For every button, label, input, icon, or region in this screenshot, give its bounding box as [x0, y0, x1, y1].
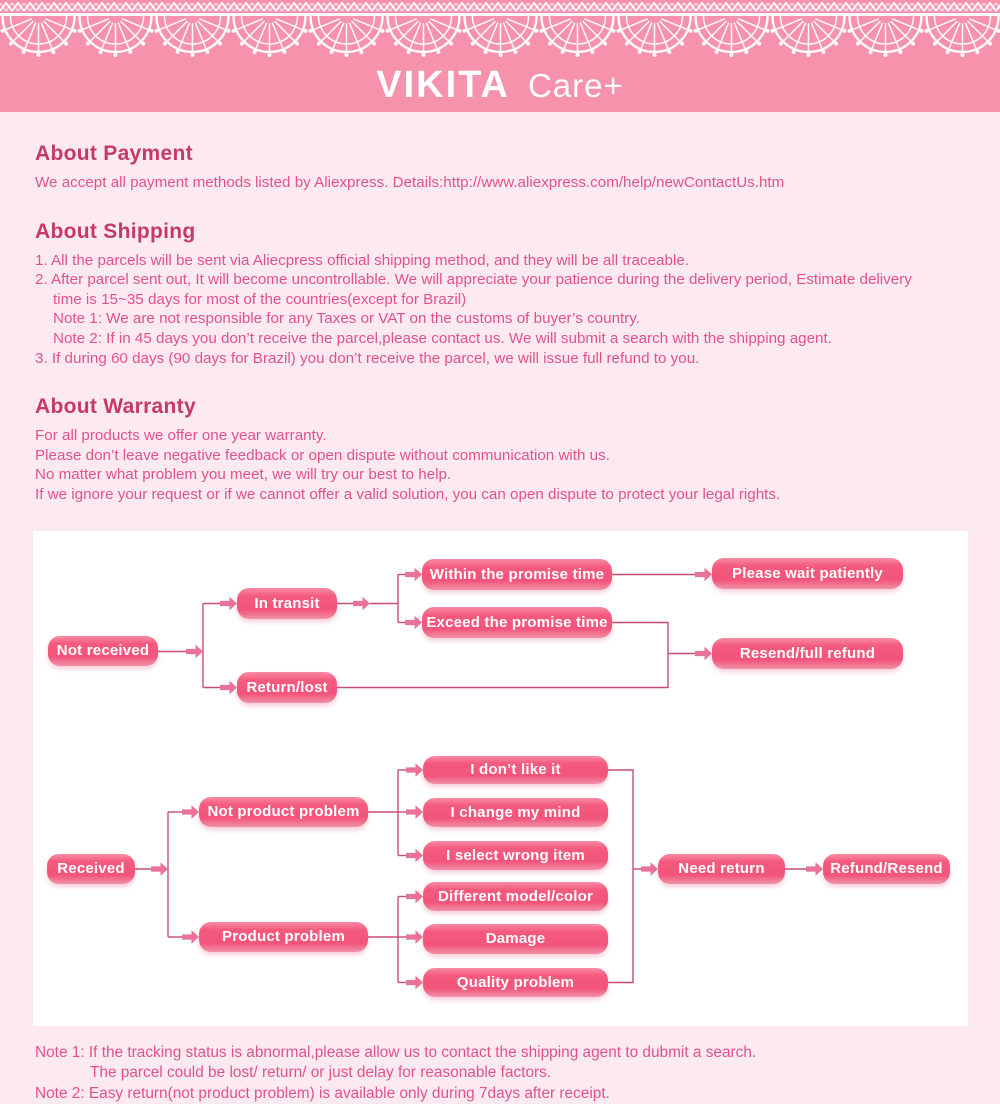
brand-name: VIKITA [376, 64, 510, 106]
warranty-section-title: About Warranty [35, 395, 196, 419]
brand-suffix: Care+ [527, 66, 624, 104]
flow-node-return-lost: Return/lost [237, 672, 337, 703]
warranty-line: For all products we offer one year warranty. [35, 427, 327, 445]
info-sections [0, 112, 1000, 505]
footer-note-2: Note 2: Easy return(not product problem) is available only during 7days after receipt. [35, 1084, 610, 1102]
flowchart-panel [33, 531, 968, 1026]
flow-node-dont-like: I don’t like it [423, 756, 608, 784]
section-about-warranty [35, 395, 1000, 504]
footer-notes [35, 1043, 1000, 1104]
shipping-note-2: Note 2: If in 45 days you don’t receive the parcel,please contact us. We will submit a search with the shipping agent. [53, 329, 832, 347]
flow-node-within-promise: Within the promise time [422, 559, 612, 590]
flow-node-resend-refund: Resend/full refund [712, 638, 903, 669]
shipping-line: 2. After parcel sent out, It will become uncontrollable. We will appreciate your patience during the delivery period, Estimate delivery [35, 271, 912, 289]
shipping-line: 3. If during 60 days (90 days for Brazil) you don’t receive the parcel, we will issue full refund to you. [35, 349, 700, 367]
shipping-line: 1. All the parcels will be sent via Aliecpress official shipping method, and they will be all traceable. [35, 251, 689, 269]
page-title [0, 58, 1000, 112]
shipping-section-title: About Shipping [35, 219, 196, 243]
flow-node-product-problem: Product problem [199, 922, 368, 952]
lace-border-icon [0, 0, 1000, 58]
footer-note-1: Note 1: If the tracking status is abnormal,please allow us to contact the shipping agent to dubmit a search. [35, 1043, 757, 1061]
warranty-line: No matter what problem you meet, we will try our best to help. [35, 466, 452, 484]
flow-node-not-received: Not received [48, 636, 158, 666]
flow-node-quality-problem: Quality problem [423, 968, 608, 997]
warranty-line: If we ignore your request or if we cannot offer a valid solution, you can open dispute to protect your legal rights. [35, 485, 781, 503]
flow-node-not-product-problem: Not product problem [199, 797, 368, 827]
flow-node-wait-patiently: Please wait patiently [712, 558, 903, 589]
flow-node-wrong-item: I select wrong item [423, 841, 608, 870]
payment-section-title: About Payment [35, 142, 193, 165]
flow-node-refund-resend: Refund/Resend [823, 854, 950, 884]
flow-node-in-transit: In transit [237, 588, 337, 619]
flow-node-different-model: Different model/color [423, 882, 608, 911]
flow-node-change-mind: I change my mind [423, 798, 608, 827]
shipping-line: time is 15~35 days for most of the countries(except for Brazil) [53, 290, 467, 308]
section-about-shipping [35, 220, 1000, 369]
warranty-line: Please don’t leave negative feedback or open dispute without communication with us. [35, 446, 610, 464]
payment-body-text: We accept all payment methods listed by Aliexpress. Details:http://www.aliexpress.com/help/newContactUs.htm [35, 174, 785, 191]
flow-node-damage: Damage [423, 924, 608, 954]
section-about-payment [35, 142, 1000, 193]
flow-node-need-return: Need return [658, 854, 785, 884]
shipping-note-1: Note 1: We are not responsible for any Taxes or VAT on the customs of buyer’s country. [53, 310, 640, 328]
flow-node-exceed-promise: Exceed the promise time [422, 607, 612, 638]
footer-note-1-continued: The parcel could be lost/ return/ or just delay for reasonable factors. [90, 1064, 552, 1082]
flow-node-received: Received [47, 854, 135, 884]
header-banner [0, 0, 1000, 112]
